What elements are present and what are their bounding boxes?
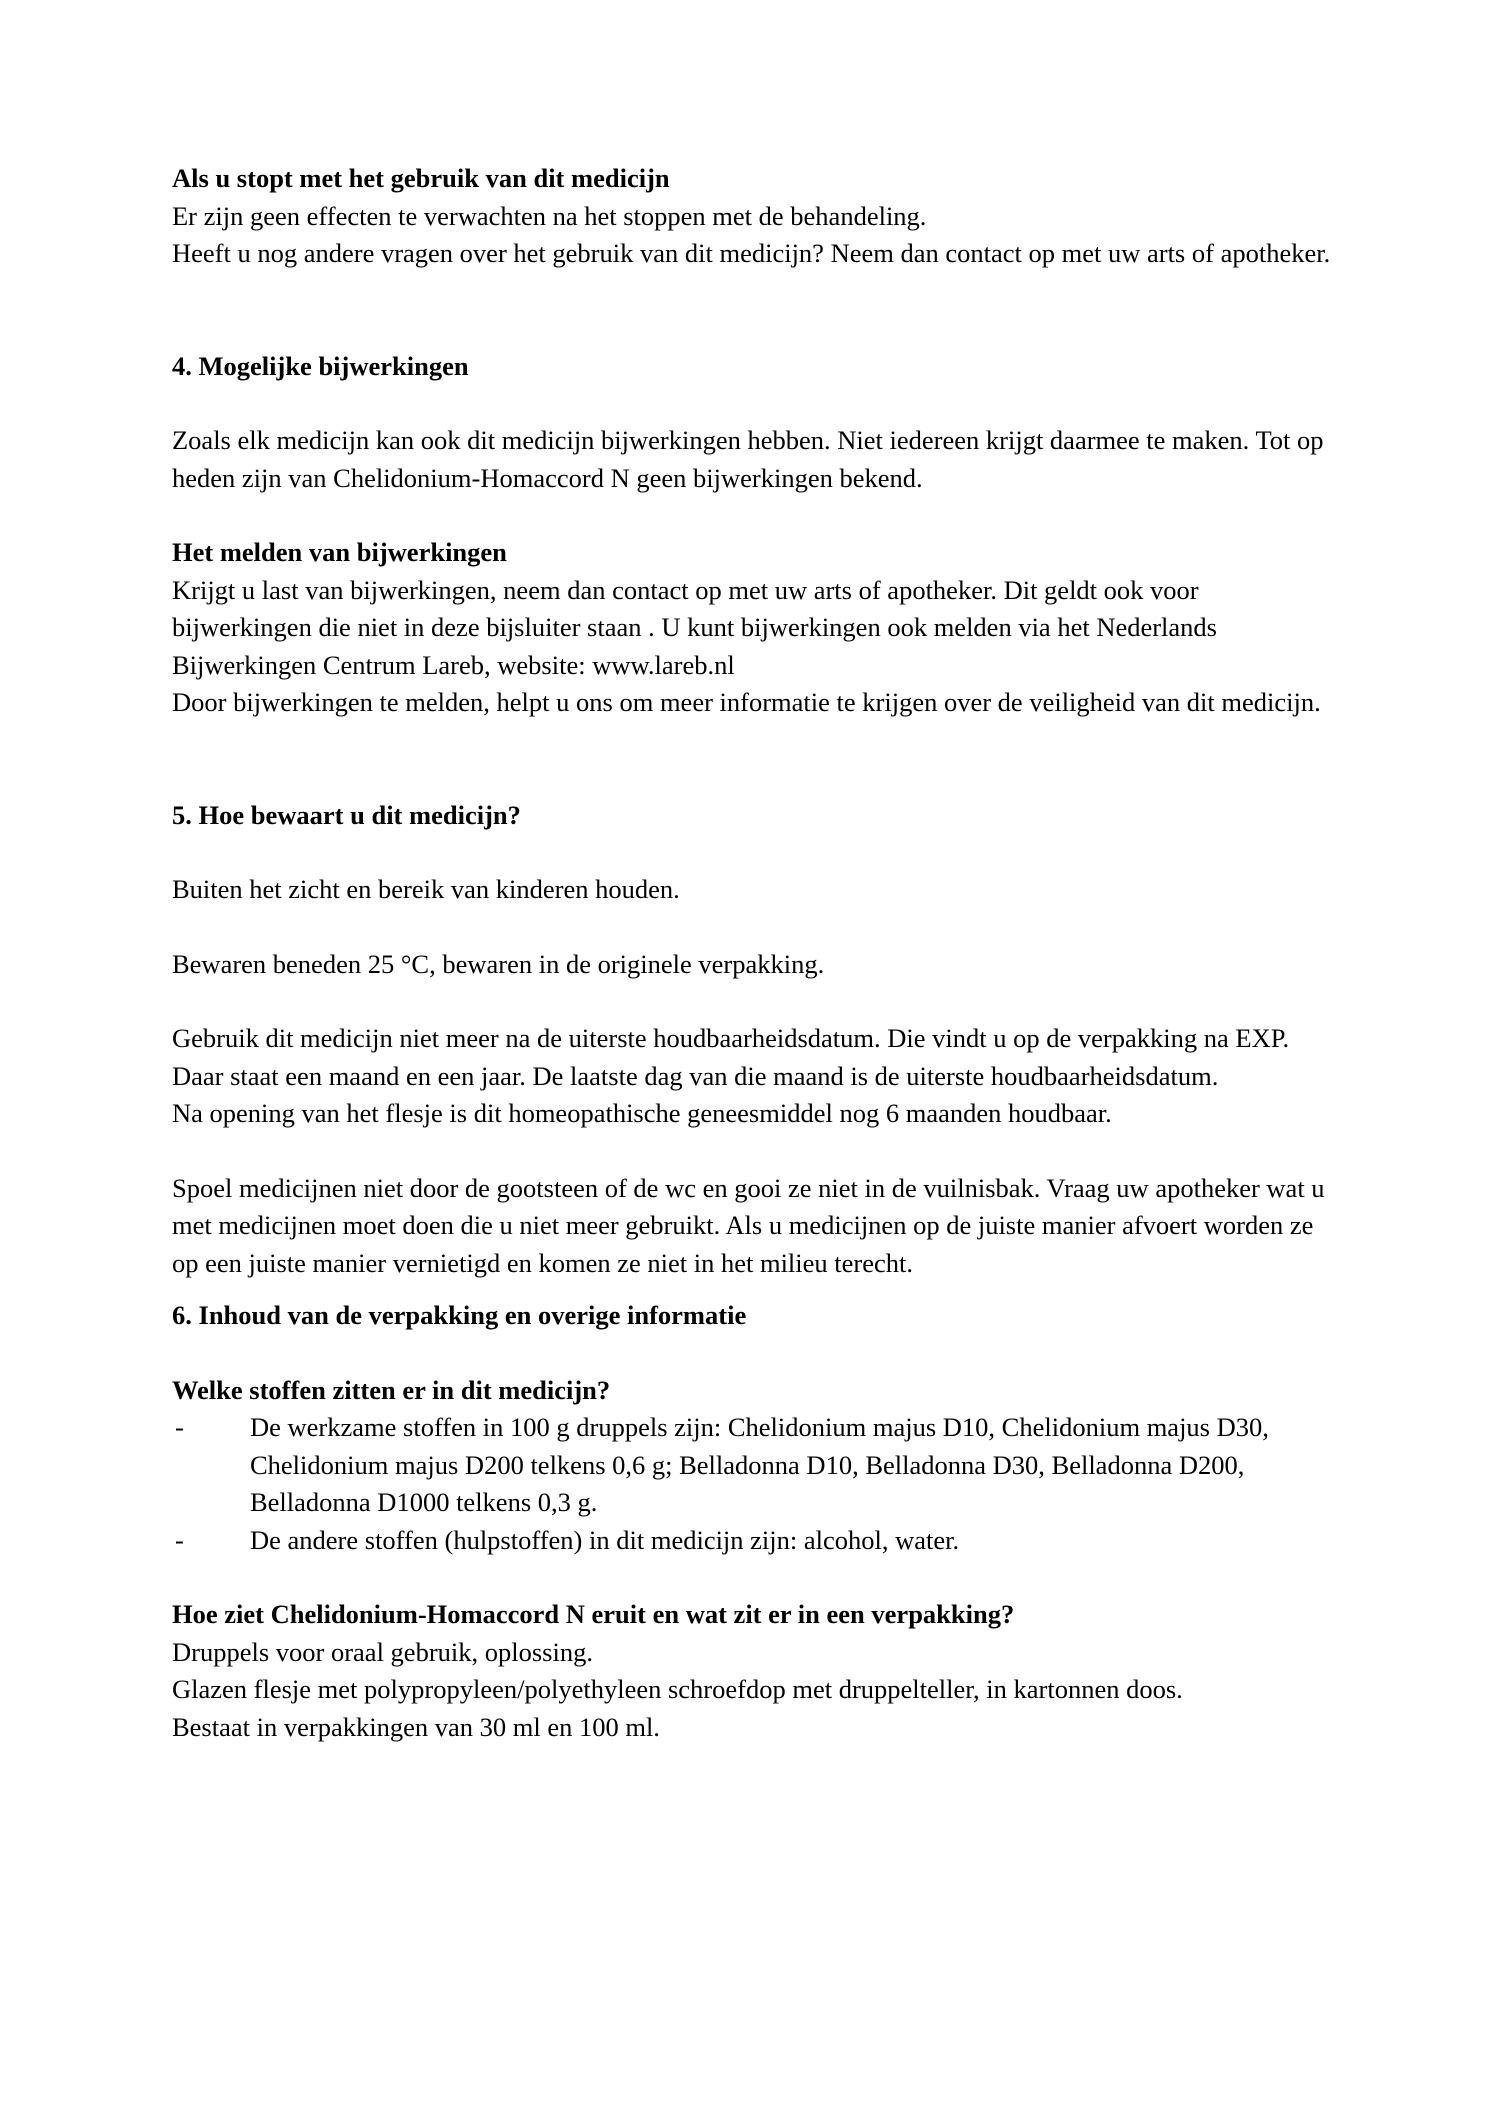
spacer	[172, 497, 1332, 534]
paragraph-section-4-intro: Zoals elk medicijn kan ook dit medicijn bijwerkingen hebben. Niet iedereen krijgt daarmee te maken. Tot op heden zijn van Chelidonium-Homaccord N geen bijwerkingen bekend.	[172, 425, 1324, 493]
spacer	[172, 983, 1332, 1020]
heading-substances: Welke stoffen zitten er in dit medicijn?	[172, 1374, 611, 1405]
paragraph-stopping-questions: Heeft u nog andere vragen over het gebruik van dit medicijn? Neem dan contact op met uw arts of apotheker.	[172, 238, 1331, 268]
heading-section-6: 6. Inhoud van de verpakking en overige informatie	[172, 1300, 747, 1330]
dash-bullet-icon: -	[175, 1412, 184, 1442]
list-item	[172, 1522, 1332, 1560]
paragraph-disposal: Spoel medicijnen niet door de gootsteen of de wc en gooi ze niet in de vuilnisbak. Vraag uw apotheker wat u met medicijnen moet doen die u niet meer gebruikt. Als u medicijnen op de juiste manier afvoert worden ze op een juiste manier vernietigd en komen ze niet in het milieu terecht.	[172, 1172, 1325, 1278]
spacer	[172, 834, 1332, 871]
spacer	[172, 1133, 1332, 1170]
paragraph-container-description: Glazen flesje met polypropyleen/polyethyleen schroefdop met druppelteller, in kartonnen doos.	[172, 1674, 1183, 1704]
paragraph-reporting-details: Krijgt u last van bijwerkingen, neem dan contact op met uw arts of apotheker. Dit geldt ook voor bijwerkingen die niet in deze bijsluiter staan . U kunt bijwerkingen ook melden via het Nederlands Bijwerkingen Centrum Lareb, website: www.lareb.nl	[172, 574, 1217, 680]
spacer	[172, 1335, 1332, 1372]
paragraph-pack-sizes: Bestaat in verpakkingen van 30 ml en 100 ml.	[172, 1711, 660, 1742]
list-item-label: De andere stoffen (hulpstoffen) in dit medicijn zijn: alcohol, water.	[250, 1524, 960, 1555]
spacer	[172, 722, 1332, 797]
heading-appearance-and-contents: Hoe ziet Chelidonium-Homaccord N eruit en wat zit er in een verpakking?	[172, 1599, 1015, 1629]
paragraph-after-opening: Na opening van het flesje is dit homeopathische geneesmiddel nog 6 maanden houdbaar.	[172, 1098, 1112, 1128]
substances-list	[172, 1409, 1332, 1559]
paragraph-stopping-effects: Er zijn geen effecten te verwachten na het stoppen met de behandeling.	[172, 200, 927, 231]
list-item-label: De werkzame stoffen in 100 g druppels zijn: Chelidonium majus D10, Chelidonium majus D30, Chelidonium majus D200 telkens 0,6 g; Belladonna D10, Belladonna D30, Belladonna D200, Belladonna D1000 telkens 0,3 g.	[250, 1412, 1269, 1517]
paragraph-expiry-date: Gebruik dit medicijn niet meer na de uiterste houdbaarheidsdatum. Die vindt u op de verpakking na EXP. Daar staat een maand en een jaar. De laatste dag van die maand is de uiterste houdbaarheidsdatum.	[172, 1023, 1290, 1091]
spacer	[172, 273, 1332, 348]
paragraph-reporting-benefit: Door bijwerkingen te melden, helpt u ons om meer informatie te krijgen over de veiligheid van dit medicijn.	[172, 687, 1321, 717]
spacer	[172, 385, 1332, 422]
heading-stopping-use: Als u stopt met het gebruik van dit medicijn	[172, 163, 670, 193]
spacer	[172, 1559, 1332, 1596]
list-item	[172, 1409, 1332, 1522]
paragraph-dosage-form: Druppels voor oraal gebruik, oplossing.	[172, 1636, 593, 1667]
spacer	[172, 909, 1332, 946]
dash-bullet-icon: -	[175, 1524, 184, 1555]
heading-section-5: 5. Hoe bewaart u dit medicijn?	[172, 799, 521, 830]
paragraph-storage-temperature: Bewaren beneden 25 °C, bewaren in de originele verpakking.	[172, 948, 825, 979]
heading-reporting-side-effects: Het melden van bijwerkingen	[172, 537, 507, 567]
spacer	[172, 1282, 1332, 1297]
page-content	[172, 160, 1332, 1746]
paragraph-keep-out-of-reach: Buiten het zicht en bereik van kinderen houden.	[172, 874, 680, 904]
heading-section-4: 4. Mogelijke bijwerkingen	[172, 350, 469, 381]
